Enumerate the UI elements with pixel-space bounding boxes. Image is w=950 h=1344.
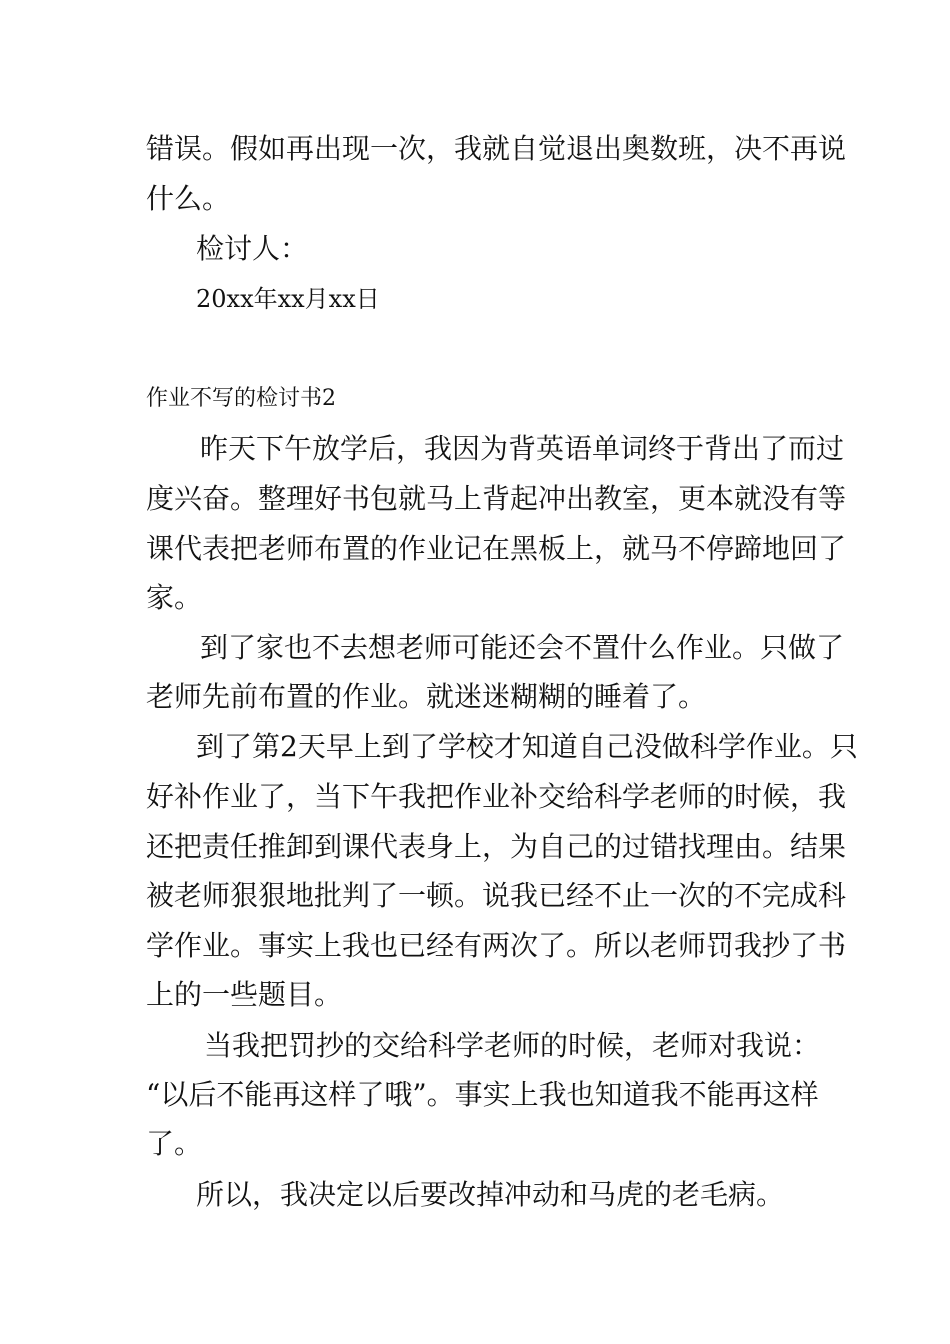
date-line: 20xx年xx月xx日	[196, 285, 380, 313]
body-line: 什么。	[146, 182, 231, 215]
body-line: 到了家也不去想老师可能还会不置什么作业。只做了	[200, 631, 845, 664]
body-line: 当我把罚抄的交给科学老师的时候，老师对我说：	[204, 1029, 821, 1062]
body-line: 家。	[146, 581, 203, 614]
body-line: 还把责任推卸到课代表身上，为自己的过错找理由。结果	[146, 830, 847, 863]
body-line: 老师先前布置的作业。就迷迷糊糊的睡着了。	[146, 680, 707, 713]
signature-label: 检讨人：	[196, 232, 309, 265]
body-line: 学作业。事实上我也已经有两次了。所以老师罚我抄了书	[146, 929, 847, 962]
body-line: “以后不能再这样了哦”。事实上我也知道我不能再这样	[146, 1078, 819, 1111]
body-line: 错误。假如再出现一次，我就自觉退出奥数班，决不再说	[146, 132, 847, 165]
body-line: 昨天下午放学后，我因为背英语单词终于背出了而过	[200, 432, 845, 465]
section-title: 作业不写的检讨书2	[146, 386, 336, 411]
body-line: 到了第2天早上到了学校才知道自己没做科学作业。只	[196, 730, 858, 763]
body-line: 被老师狠狠地批判了一顿。说我已经不止一次的不完成科	[146, 879, 847, 912]
body-line: 了。	[146, 1127, 203, 1160]
body-line: 上的一些题目。	[146, 978, 343, 1011]
body-line: 度兴奋。整理好书包就马上背起冲出教室，更本就没有等	[146, 482, 847, 515]
body-line: 好补作业了，当下午我把作业补交给科学老师的时候，我	[146, 780, 847, 813]
body-line: 所以，我决定以后要改掉冲动和马虎的老毛病。	[196, 1178, 785, 1211]
body-line: 课代表把老师布置的作业记在黑板上，就马不停蹄地回了	[146, 532, 847, 565]
